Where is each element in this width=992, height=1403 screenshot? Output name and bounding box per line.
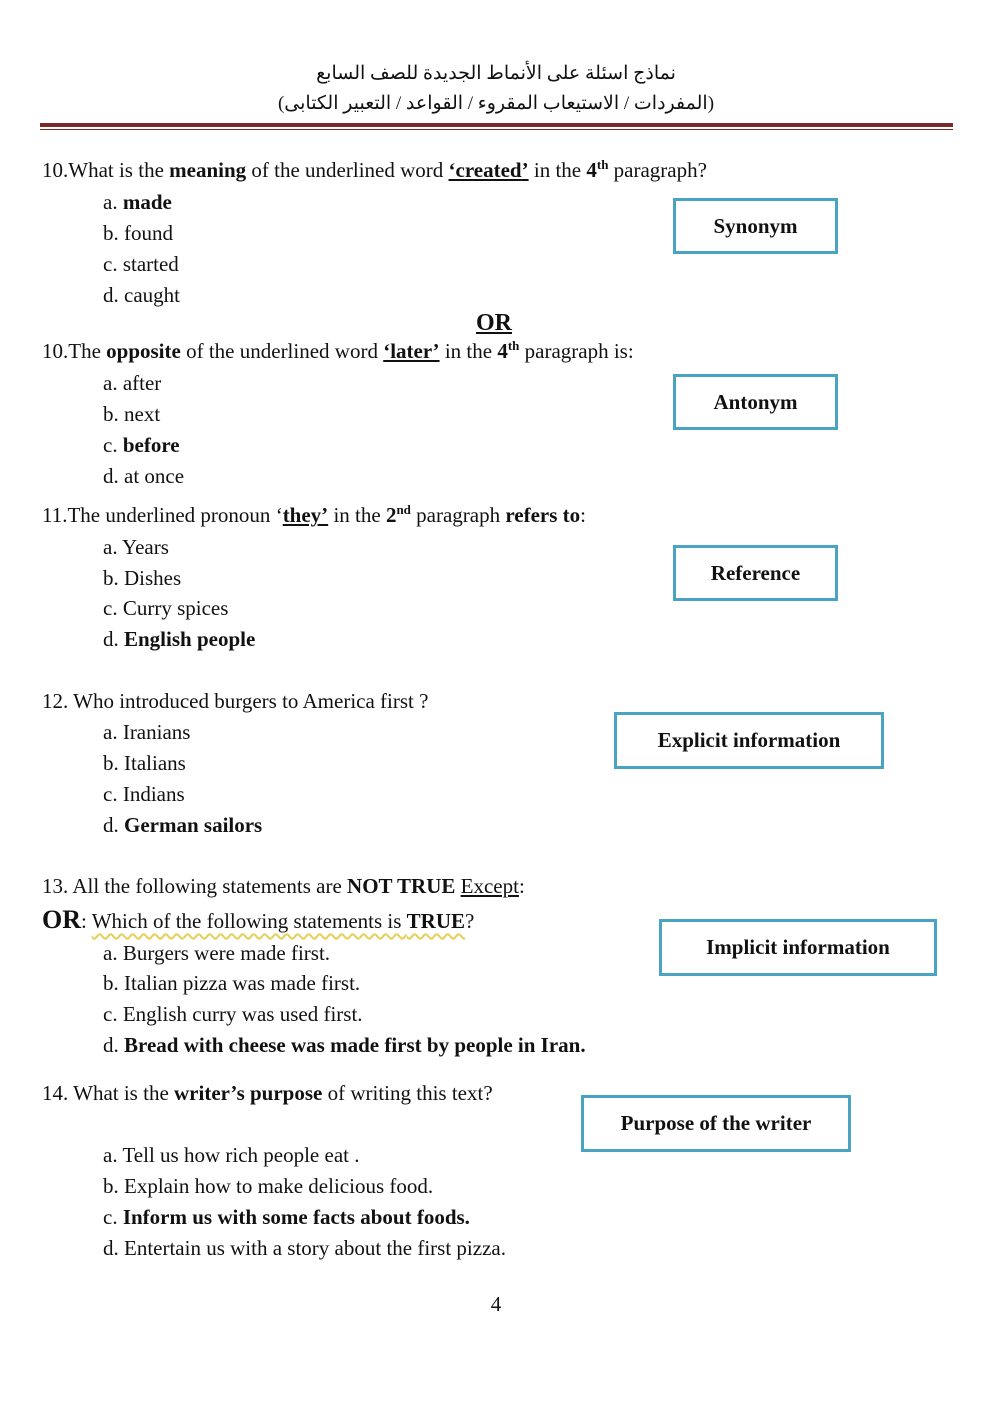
option-d[interactable]: d. at once: [103, 464, 185, 488]
header-subtitle: (المفردات / الاستيعاب المقروء / القواعد / التعبير الكتابى): [277, 93, 715, 114]
option-a[interactable]: a. Burgers were made first.: [103, 941, 331, 965]
option-a[interactable]: a. Years: [103, 535, 169, 559]
option-d[interactable]: d. English people: [103, 627, 256, 651]
option-a[interactable]: a. after: [103, 371, 162, 395]
header-divider-thin: [40, 129, 953, 130]
question-10-synonym: 10.What is the meaning of the underlined word ‘created’ in the 4th paragraph?: [42, 157, 707, 182]
option-b[interactable]: b. Dishes: [103, 566, 182, 590]
option-c[interactable]: c. English curry was used first.: [103, 1002, 363, 1026]
option-c[interactable]: c. Curry spices: [103, 596, 229, 620]
header-divider: [40, 123, 953, 127]
option-d[interactable]: d. caught: [103, 283, 180, 307]
option-a[interactable]: a. made: [103, 190, 172, 214]
tag-antonym: Antonym: [673, 374, 838, 430]
option-c[interactable]: c. before: [103, 433, 180, 457]
question-10-antonym: 10.The opposite of the underlined word ‘later’ in the 4th paragraph is:: [42, 338, 634, 363]
option-c[interactable]: c. Inform us with some facts about foods.: [103, 1205, 470, 1229]
option-c[interactable]: c. Indians: [103, 782, 185, 806]
option-b[interactable]: b. Explain how to make delicious food.: [103, 1174, 434, 1198]
question-14: 14. What is the writer’s purpose of writing this text?: [42, 1081, 493, 1105]
tag-implicit-information: Implicit information: [659, 919, 937, 976]
option-c[interactable]: c. started: [103, 252, 179, 276]
tag-synonym: Synonym: [673, 198, 838, 254]
option-a[interactable]: a. Iranians: [103, 720, 191, 744]
tag-explicit-information: Explicit information: [614, 712, 884, 769]
tag-purpose-of-the-writer: Purpose of the writer: [581, 1095, 851, 1152]
option-d[interactable]: d. German sailors: [103, 813, 263, 837]
option-b[interactable]: b. found: [103, 221, 173, 245]
or-separator: OR: [476, 310, 512, 336]
option-d[interactable]: d. Bread with cheese was made first by people in Iran.: [103, 1033, 586, 1057]
option-d[interactable]: d. Entertain us with a story about the first pizza.: [103, 1236, 506, 1260]
option-b[interactable]: b. next: [103, 402, 161, 426]
question-12: 12. Who introduced burgers to America first ?: [42, 689, 429, 713]
question-11: 11.The underlined pronoun ‘they’ in the 2nd paragraph refers to:: [42, 502, 587, 527]
question-13: 13. All the following statements are NOT TRUE Except:: [42, 874, 525, 898]
tag-reference: Reference: [673, 545, 838, 601]
option-b[interactable]: b. Italian pizza was made first.: [103, 971, 361, 995]
header-title: نماذج اسئلة على الأنماط الجديدة للصف السابع: [316, 63, 676, 84]
page-number: 4: [490, 1292, 502, 1316]
question-13-alternative: OR: Which of the following statements is TRUE?: [42, 905, 475, 934]
option-a[interactable]: a. Tell us how rich people eat .: [103, 1143, 360, 1167]
option-b[interactable]: b. Italians: [103, 751, 186, 775]
